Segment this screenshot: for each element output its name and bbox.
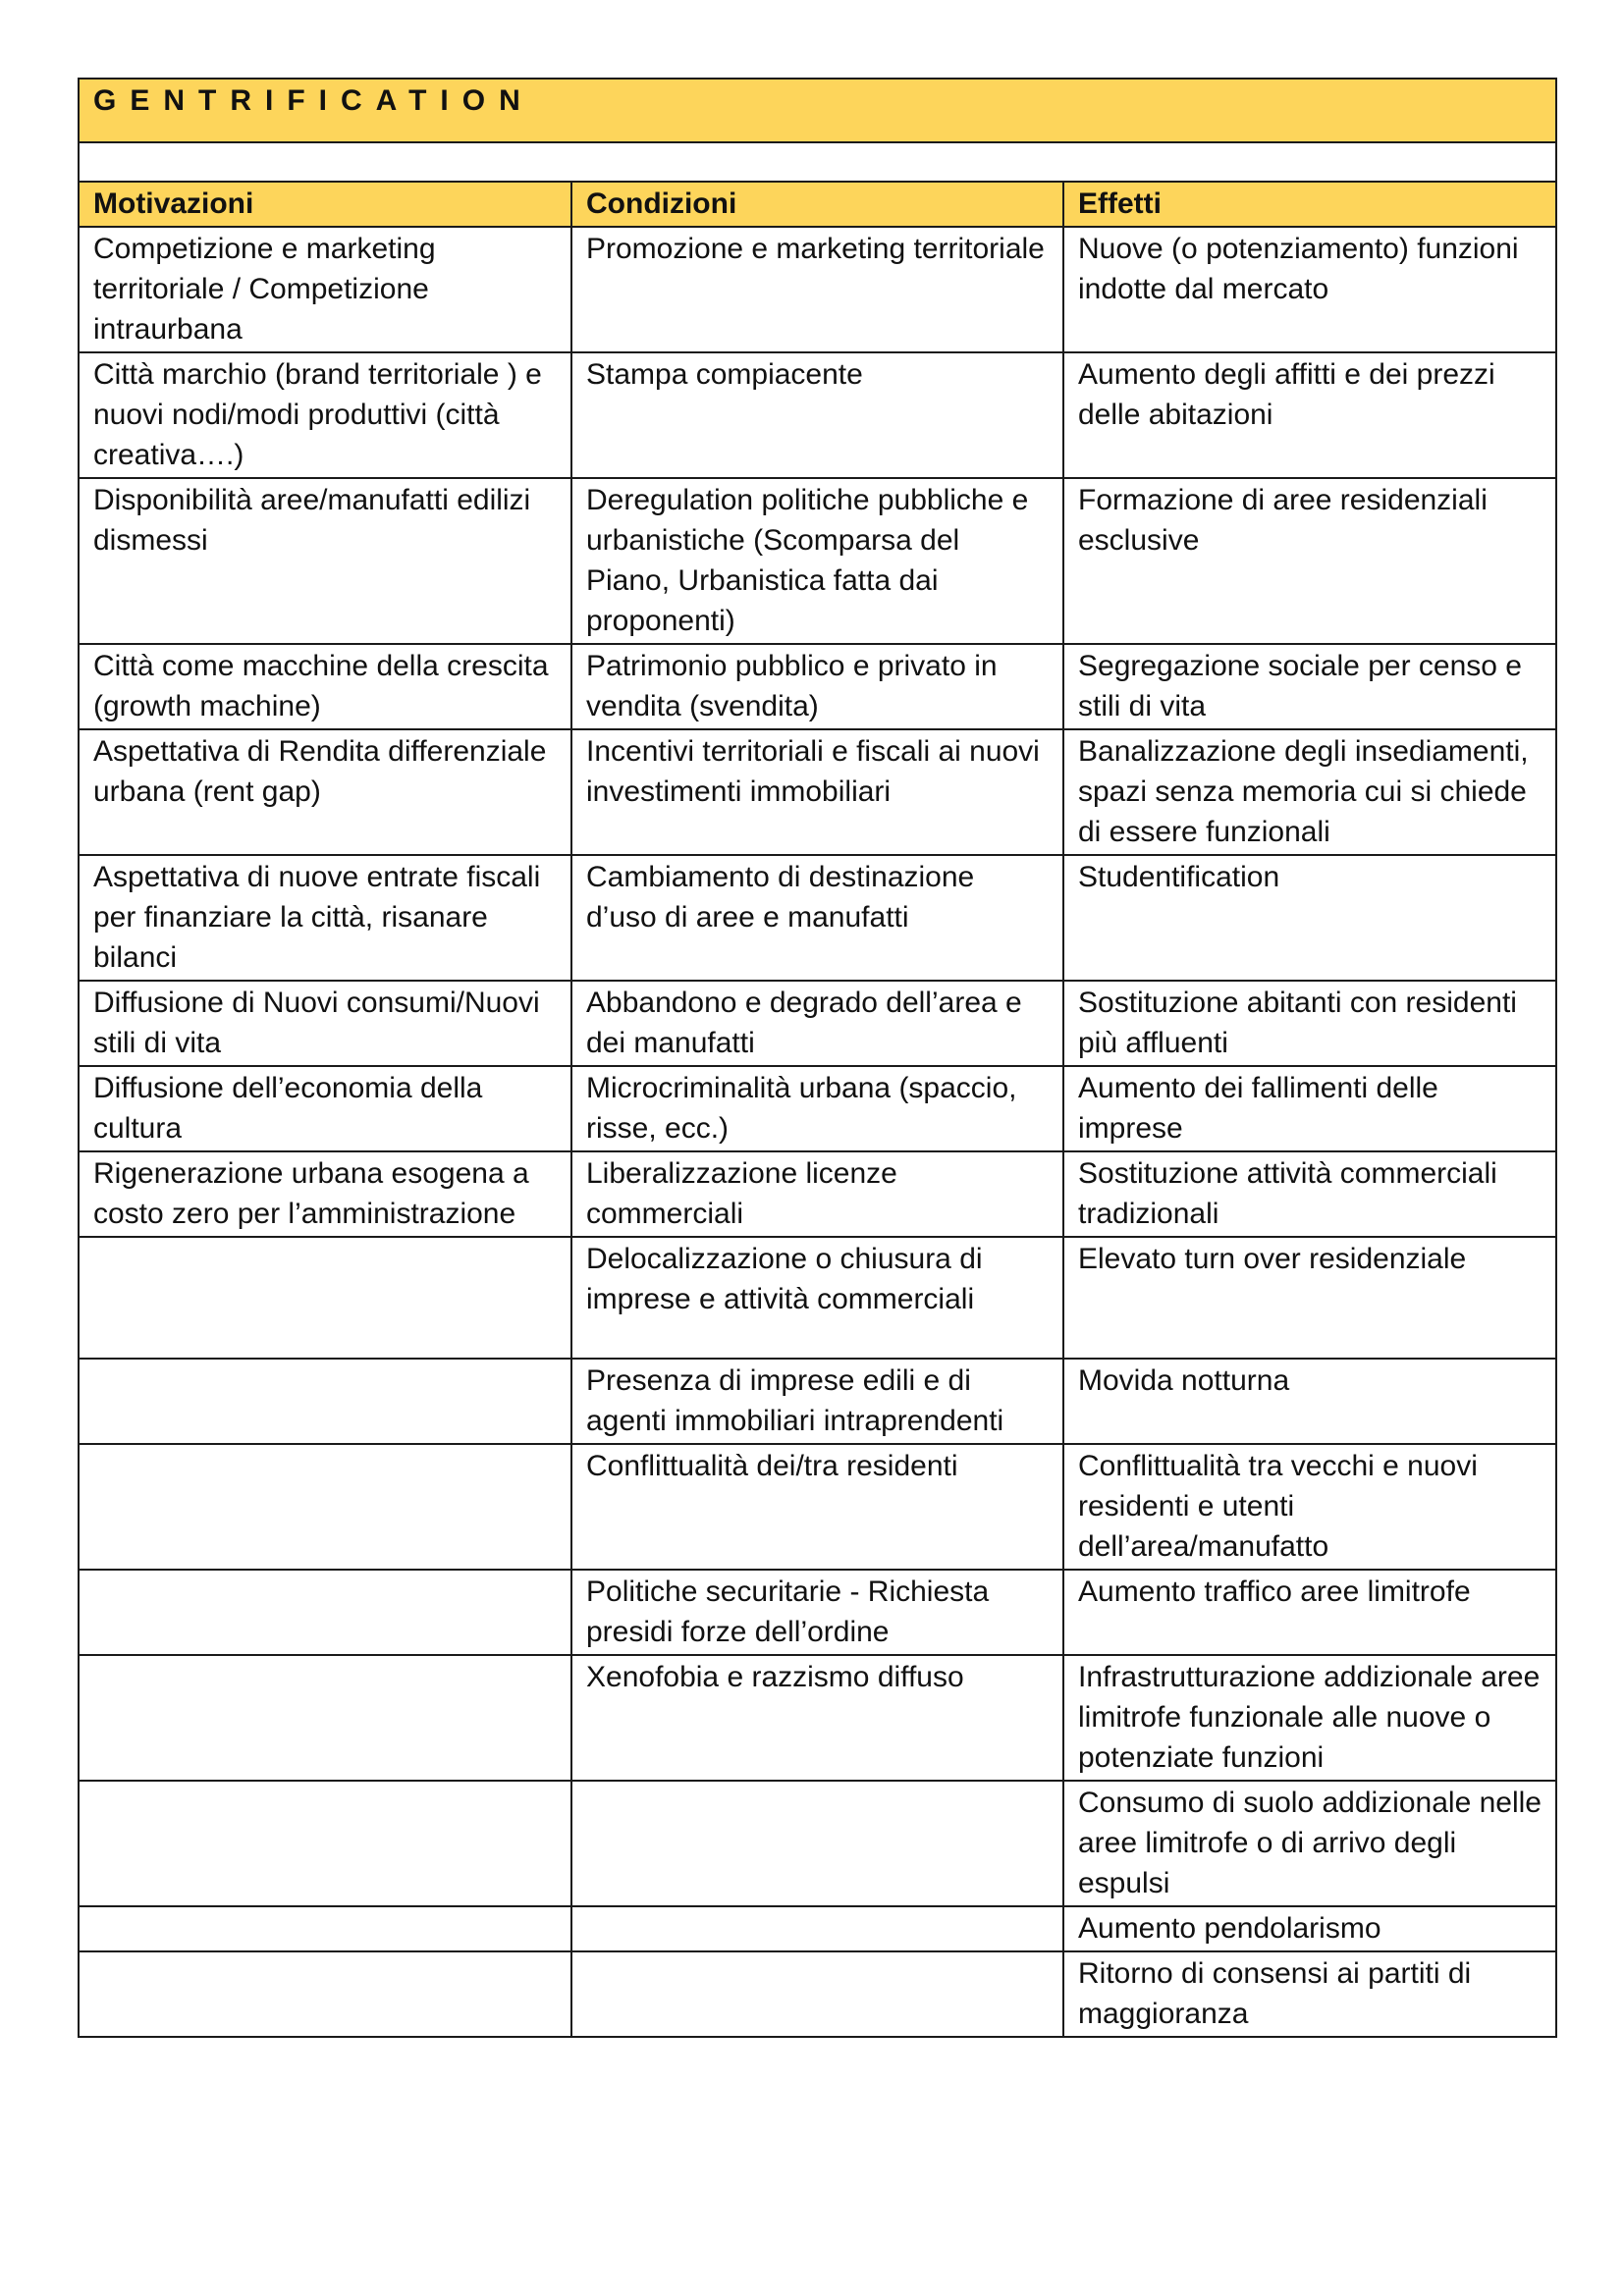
cell-condizioni: Xenofobia e razzismo diffuso <box>571 1655 1063 1781</box>
title-row <box>79 79 1556 142</box>
cell-motivazioni <box>79 1237 571 1359</box>
table-row <box>79 644 1556 729</box>
cell-motivazioni <box>79 1655 571 1781</box>
cell-effetti: Elevato turn over residenziale <box>1063 1237 1556 1359</box>
cell-motivazioni <box>79 1570 571 1655</box>
header-motivazioni: Motivazioni <box>79 182 571 227</box>
cell-motivazioni: Competizione e marketing territoriale / Competizione intraurbana <box>79 227 571 352</box>
cell-condizioni: Incentivi territoriali e fiscali ai nuovi investimenti immobiliari <box>571 729 1063 855</box>
cell-condizioni: Cambiamento di destinazione d’uso di aree e manufatti <box>571 855 1063 981</box>
table-row <box>79 1570 1556 1655</box>
header-row <box>79 182 1556 227</box>
cell-motivazioni: Rigenerazione urbana esogena a costo zero per l’amministrazione <box>79 1151 571 1237</box>
cell-effetti: Segregazione sociale per censo e stili di vita <box>1063 644 1556 729</box>
cell-effetti: Consumo di suolo addizionale nelle aree limitrofe o di arrivo degli espulsi <box>1063 1781 1556 1906</box>
table-row <box>79 1359 1556 1444</box>
cell-effetti: Sostituzione attività commerciali tradizionali <box>1063 1151 1556 1237</box>
table-row <box>79 227 1556 352</box>
cell-condizioni: Promozione e marketing territoriale <box>571 227 1063 352</box>
cell-effetti: Sostituzione abitanti con residenti più affluenti <box>1063 981 1556 1066</box>
cell-motivazioni: Aspettativa di nuove entrate fiscali per finanziare la città, risanare bilanci <box>79 855 571 981</box>
cell-condizioni: Deregulation politiche pubbliche e urbanistiche (Scomparsa del Piano, Urbanistica fatta dai proponenti) <box>571 478 1063 644</box>
cell-motivazioni: Città come macchine della crescita (growth machine) <box>79 644 571 729</box>
table-row <box>79 1237 1556 1359</box>
cell-effetti: Banalizzazione degli insediamenti, spazi senza memoria cui si chiede di essere funzionali <box>1063 729 1556 855</box>
gentrification-table <box>78 78 1557 2038</box>
cell-motivazioni: Diffusione dell’economia della cultura <box>79 1066 571 1151</box>
cell-condizioni: Stampa compiacente <box>571 352 1063 478</box>
table-row <box>79 729 1556 855</box>
header-condizioni: Condizioni <box>571 182 1063 227</box>
cell-condizioni: Abbandono e degrado dell’area e dei manufatti <box>571 981 1063 1066</box>
spacer-cell <box>79 142 1556 182</box>
cell-effetti: Aumento degli affitti e dei prezzi delle abitazioni <box>1063 352 1556 478</box>
cell-motivazioni: Città marchio (brand territoriale ) e nuovi nodi/modi produttivi (città creativa….) <box>79 352 571 478</box>
cell-condizioni <box>571 1906 1063 1951</box>
cell-motivazioni <box>79 1951 571 2037</box>
table-title: GENTRIFICATION <box>79 79 1556 142</box>
cell-condizioni: Politiche securitarie - Richiesta presidi forze dell’ordine <box>571 1570 1063 1655</box>
cell-effetti: Conflittualità tra vecchi e nuovi residenti e utenti dell’area/manufatto <box>1063 1444 1556 1570</box>
table-row <box>79 1906 1556 1951</box>
cell-effetti: Ritorno di consensi ai partiti di maggioranza <box>1063 1951 1556 2037</box>
cell-motivazioni <box>79 1906 571 1951</box>
spacer-row <box>79 142 1556 182</box>
table-row <box>79 1444 1556 1570</box>
cell-motivazioni: Diffusione di Nuovi consumi/Nuovi stili di vita <box>79 981 571 1066</box>
cell-effetti: Aumento pendolarismo <box>1063 1906 1556 1951</box>
cell-effetti: Aumento traffico aree limitrofe <box>1063 1570 1556 1655</box>
cell-condizioni: Delocalizzazione o chiusura di imprese e attività commerciali <box>571 1237 1063 1359</box>
table-row <box>79 981 1556 1066</box>
cell-motivazioni <box>79 1359 571 1444</box>
cell-effetti: Infrastrutturazione addizionale aree limitrofe funzionale alle nuove o potenziate funzioni <box>1063 1655 1556 1781</box>
cell-condizioni: Microcriminalità urbana (spaccio, risse, ecc.) <box>571 1066 1063 1151</box>
cell-effetti: Movida notturna <box>1063 1359 1556 1444</box>
cell-condizioni: Liberalizzazione licenze commerciali <box>571 1151 1063 1237</box>
cell-motivazioni <box>79 1444 571 1570</box>
cell-effetti: Aumento dei fallimenti delle imprese <box>1063 1066 1556 1151</box>
cell-motivazioni: Aspettativa di Rendita differenziale urbana (rent gap) <box>79 729 571 855</box>
table-row <box>79 478 1556 644</box>
cell-condizioni: Conflittualità dei/tra residenti <box>571 1444 1063 1570</box>
header-effetti: Effetti <box>1063 182 1556 227</box>
cell-effetti: Formazione di aree residenziali esclusive <box>1063 478 1556 644</box>
table-row <box>79 855 1556 981</box>
table-row <box>79 352 1556 478</box>
cell-effetti: Studentification <box>1063 855 1556 981</box>
cell-condizioni <box>571 1781 1063 1906</box>
cell-condizioni: Presenza di imprese edili e di agenti immobiliari intraprendenti <box>571 1359 1063 1444</box>
cell-condizioni: Patrimonio pubblico e privato in vendita (svendita) <box>571 644 1063 729</box>
table-row <box>79 1151 1556 1237</box>
cell-condizioni <box>571 1951 1063 2037</box>
table-row <box>79 1066 1556 1151</box>
cell-motivazioni <box>79 1781 571 1906</box>
cell-effetti: Nuove (o potenziamento) funzioni indotte dal mercato <box>1063 227 1556 352</box>
table-row <box>79 1951 1556 2037</box>
table-row <box>79 1781 1556 1906</box>
table-row <box>79 1655 1556 1781</box>
cell-motivazioni: Disponibilità aree/manufatti edilizi dismessi <box>79 478 571 644</box>
